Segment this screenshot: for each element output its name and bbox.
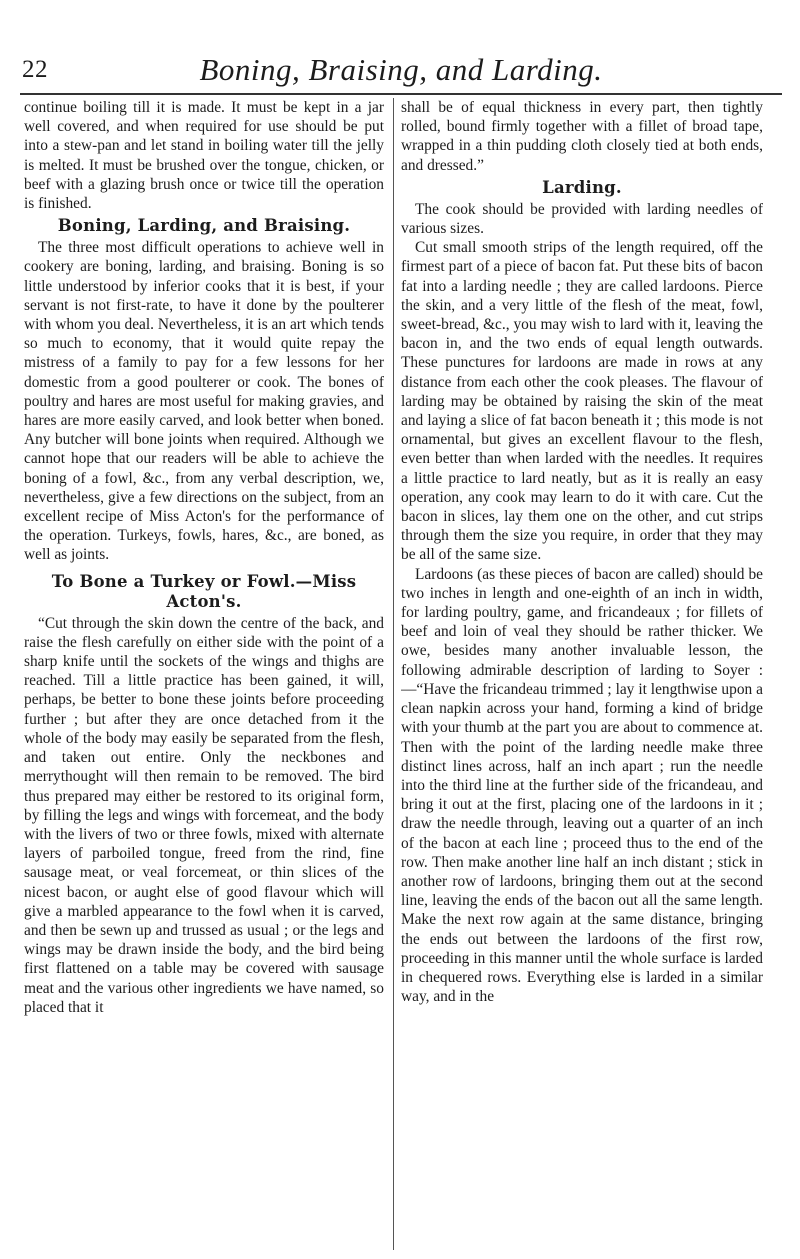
paragraph: The three most difficult operations to achieve well in cookery are boning, larding, and braising. Boning is so little understood by inferior cooks that it is best, if your servant is not first-rate, to have it done by the poulterer with whom you deal. Nevertheless, it is an art which tends so much to economy, that it would quite repay the mistress of a family to pay for a few lessons for her domestic from a good poulterer or cook. The bones of poultry and hares are most useful for making gravies, and hares are more easily carved, and look better when boned. Any butcher will bone joints when required. Although we cannot hope that our readers will be able to achieve the boning of a fowl, &c., from any verbal description, we, nevertheless, give a few directions on the subject, from an excellent recipe of Miss Acton's for the performance of the operation. Turkeys, fowls, hares, &c., are boned, as well as joints. xyxy=(24,239,384,564)
section-heading: To Bone a Turkey or Fowl.—Miss Acton's. xyxy=(51,571,357,611)
header-rule xyxy=(20,93,782,95)
right-column xyxy=(401,98,763,1258)
paragraph: Cut small smooth strips of the length required, off the firmest part of a piece of bacon fat. Put these bits of bacon fat into a larding needle ; they are called lardoons. Pierce the skin, and a very little of the flesh of the meat, fowl, sweet-bread, &c., you may wish to lard with it, leaving the bacon in, and the two ends of equal length outwards. These punctures for lardoons are made in rows at any distance from each other the cook pleases. The flavour of larding may be obtained by raising the skin of the meat and laying a slice of fat bacon beneath it ; this mode is not ornamental, but gives an excellent flavour to the flesh, even better than when larded with the needles. It requires a little practice to lard neatly, but as it is really an easy operation, any cook may learn to do it with care. Cut the bacon in slices, lay them one on the other, and cut strips through them the size you require, in order that they may be all of the same size. xyxy=(401,239,763,564)
column-divider xyxy=(393,98,394,1250)
paragraph: continue boiling till it is made. It must be kept in a jar well covered, and when required for use should be put into a stew-pan and let stand in boiling water till the jelly is melted. It must be brushed over the tongue, chicken, or beef with a glazing brush once or twice till the operation is finished. xyxy=(24,99,384,213)
paragraph: shall be of equal thickness in every part, then tightly rolled, bound firmly together with a fillet of broad tape, wrapped in a thin pudding cloth closely tied at both ends, and dressed.” xyxy=(401,99,763,174)
page-number: 22 xyxy=(22,56,48,83)
running-head xyxy=(22,52,780,92)
paragraph: “Cut through the skin down the centre of the back, and raise the flesh carefully on either side with the point of a sharp knife until the sockets of the wings and thighs are reached. Till a little practice has been gained, it will, perhaps, be better to bone these joints before proceeding further ; but after they are once detached from it the whole of the body may easily be separated from the flesh, and taken out entire. Only the neckbones and merrythought will then remain to be removed. The bird thus prepared may either be restored to its original form, by filling the legs and wings with forcemeat, and the body with the livers of two or three fowls, mixed with alternate layers of parboiled tongue, freed from the rind, fine sausage meat, or veal forcemeat, or thin slices of the nicest bacon, or aught else of good flavour which will give a marbled appearance to the fowl when it is carved, and then be sewn up and trussed as usual ; or the legs and wings may be drawn inside the body, and the bird being first flattened on a table may be covered with sausage meat and the various other ingredients we have named, so placed that it xyxy=(24,614,384,1016)
paragraph: Lardoons (as these pieces of bacon are called) should be two inches in length and one-eighth of an inch in width, for larding poultry, game, and fricandeaux ; for fillets of beef and loin of veal they should be rather thicker. We owe, besides many another invaluable lesson, the following admirable description of larding to Soyer :—“Have the fricandeau trimmed ; lay it lengthwise upon a clean napkin across your hand, forming a kind of bridge with your thumb at the part you are about to commence at. Then with the point of the larding needle make three distinct lines across, half an inch apart ; run the needle into the third line at the further side of the fricandeau, and bring it out at the first, placing one of the lardoons in it ; draw the needle through, leaving out a quarter of an inch of the bacon at each line ; proceed thus to the end of the row. Then make another line half an inch distant ; stick in another row of lardoons, bringing them out at the second line, leaving the ends of the bacon out all the same length. Make the next row again at the same distance, bringing the ends out between the lardoons of the first row, proceeding in this manner until the whole surface is larded in chequered rows. Everything else is larded in a similar way, and in the xyxy=(401,565,763,1006)
paragraph: The cook should be provided with larding needles of various sizes. xyxy=(401,200,763,238)
running-title: Boning, Braising, and Larding. xyxy=(199,52,603,87)
section-heading: Boning, Larding, and Braising. xyxy=(57,216,351,236)
section-heading: Larding. xyxy=(542,177,622,197)
left-column xyxy=(24,98,384,1258)
